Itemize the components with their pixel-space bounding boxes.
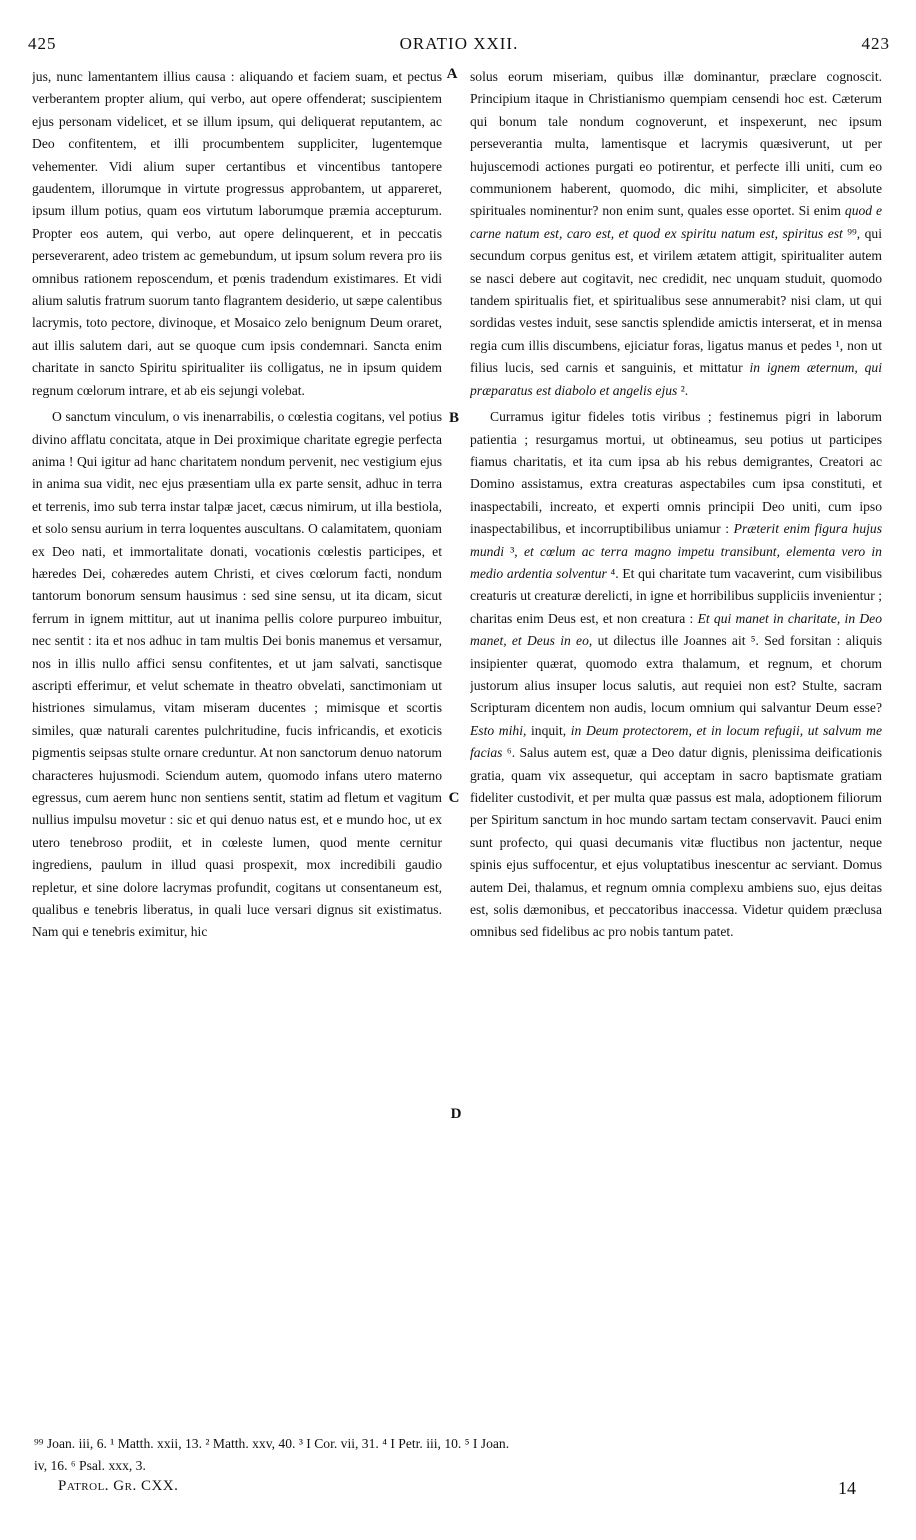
text-run: . Et qui charitate tum vacaverint, cum visibilibus creaturis ut creaturæ derelicti, in igne et horribilibus suppliciis invenientur ; charitas enim Deus est, et non creatura : (470, 565, 882, 626)
footnote-line-1: ⁹⁹ Joan. iii, 6. ¹ Matth. xxii, 13. ² Matth. xxv, 40. ³ I Cor. vii, 31. ⁴ I Petr. iii, 10. ⁵ I Joan. (34, 1436, 510, 1451)
sheet-number: 14 (838, 1478, 856, 1498)
scripture-quote: in ignem æternum, qui præparatus est diabolo et angelis ejus (470, 360, 882, 398)
section-marker-a: A (446, 66, 458, 82)
text-run: solus eorum miseriam, quibus illæ dominantur, præclare cognoscit. Principium itaque in Christianismo quempiam censendi hoc est. Cæterum qui bonum tale nondum cognoverunt, et inspexerunt, nec ipsum perseverantia multa, lamentisque et lacrymis quæsiverunt, ut per hujuscemodi actiones purgati eo potirentur, et perfecte illi uniti, cum eo communionem haberent, quomodo, dic mihi, simpliciter, et absolute spirituales nominentur? non enim sunt, quales esse oportet. Si enim (470, 69, 882, 219)
text-run: . Salus autem est, quæ a Deo datur dignis, plenissima deificationis gratia, quam vix assequetur, qui acceptam in sacro baptismate gratiam fideliter custodivit, et per multa quæ passus est mala, adoptionem filiorum per Spiritum sanctum in hoc mundo sartam tectam conservavit. Pauci enim sunt profecto, qui quasi decumanis vitæ fluctibus non jactentur, neque spinis ejus suffocentur, et ejus voluptatibus inescentur ac serviant. Domus autem Dei, thalamus, et regnum omnia complexu ambiens suo, ejus deitas est, solis dæmonibus, et peccatoribus inaccessa. Videtur quidem præclusa omnibus sed fidelibus ac pro nobis tantum patet. (470, 745, 882, 940)
scripture-quote: Præterit enim figura hujus mundi (470, 521, 882, 559)
text-run: , qui secundum corpus genitus est, et virilem ætatem attigit, spiritualiter autem se nasci debere aut cogitavit, nec credidit, nec unquam studuit, quomodo tandem spiritualis fiet, et spiritualibus sese annumerabit? nisi clam, ut qui sordidas vestes induit, sese sanctis splendide amictis interserat, et in mensa regia cum illis discumbens, ejiciatur foras, ligatus manus et pedes ¹, non ut filius lucis, sed carnis et sanguinis, et mittatur (470, 225, 882, 376)
text-run: , inquit, (522, 722, 571, 738)
right-paragraph-2 (470, 406, 882, 944)
left-paragraph-1: jus, nunc lamentantem illius causa : aliquando et faciem suam, et pectus verberantem propter alium, qui verbo, aut opere offenderat; suscipientem ejus personam videlicet, et se illum ipsum, qui deliquerat reputantem, ac Deo confitentem, et illi procumbentem suppliciter, lugentemque vehementer. Vidi alium super certantibus et vincentibus tantopere gaudentem, illorumque in virtute progressus approbantem, ut appareret, ipsum illum potius, quam eos virtutum laborumque præmia accepturum. Propter eos autem, qui verbo, aut opere delinquerent, et in peccatis perseverarent, adeo tristem ac gemebundum, ut ipsum solum revera pro iis omnibus rationem reposcendum, et pœnis tradendum existimares. Et vidi alium salutis fratrum suorum tanto flagrantem desiderio, ut sæpe calentibus lacrymis, toto pectore, divinoque, et Mosaico zelo benignum Deum oraret, aut illis salutem dari, aut se quoque cum ipsis condemnari. Sancta enim charitate in sancto Spiritu spiritualiter iis colligatus, ne in ipsum quidem regnum cœlorum intrare, et ab eis sejungi volebat. (32, 69, 442, 398)
page-number-right: 423 (861, 34, 890, 53)
footnote-ref: ⁴ (606, 565, 616, 581)
page-number-left: 425 (28, 34, 57, 53)
footnote-ref: ⁶ (502, 745, 512, 761)
page-footer (58, 1478, 856, 1506)
text-run: , ut dilectus ille Joannes ait ⁵. Sed forsitan : aliquis insipienter quærat, quomodo extra thalamum, et regnum, et chorum justorum alius insuper locus salutis, aut requiei non est? Stulte, sacram Scripturam dicentem non audis, locum omnium qui salvantur Deum esse? (470, 633, 882, 716)
section-marker-c: C (448, 790, 460, 806)
footnote-ref: ². (677, 382, 689, 398)
scripture-quote: Et qui manet in charitate, in Deo manet, et Deus in eo (470, 610, 882, 649)
left-paragraph-2: O sanctum vinculum, o vis inenarrabilis, o cœlestia cogitans, vel potius divino afflatu concitata, atque in Dei proximique charitate egregie perfecta anima ! Qui igitur ad hanc charitatem nondum pervenit, nec vestigium ejus in anima sua vidit, nec ejus præsentiam ulla ex parte sensit, adhuc in terra et terrenis, imo sub terra instar talpæ jacet, cæcus nimirum, ut illa bestiola, et solo sensu aurium in terra loquentes auscultans. O calamitatem, quoniam ex Deo nati, et immortalitate donati, vocationis cœlestis participes, et hæredes Dei, cohæredes autem Christi, et cives cœlorum facti, nondum tantorum bonorum sensum hausimus : sed sine sensu, ut ita dicam, sicut ferrum in ignem mittitur, aut ut inanima pellis colore purpureo imbuitur, nec sentit : ita et nos adhuc in tam multis Dei bonis manemus et versamur, nos in illis nullo affici sensu confitentes, et ut jam salvati, sanctisque ascripti efferimur, et velut schemate in theatro obvelati, sanctimoniam ut histriones simulamus, vitam miseram ducentes ; mimisque et scortis similes, quæ naturali carentes pulchritudine, fucis infricandis, et exoticis pigmentis seipsas stulte ornare creduntur. At non sanctorum denuo natorum characteres hujusmodi. Sciendum autem, quomodo infans utero materno egressus, cum aerem hunc non sentiens sentit, statim ad fletum et vagitum nullius impulsu movetur : sic et qui denuo natus est, et e mundo hoc, ut ex utero tenebroso prodiit, et in cœleste lumen, quod mente cernitur ingrediens, paulum in illud quasi prospexit, mox incredibili gaudio repletur, et sine dolore lacrymas profundit, cogitans ut consentaneum est, qualibus e tenebris liberatus, in quali luce versari dignus sit existimatus. Nam qui e tenebris eximitur, hic (32, 409, 442, 940)
section-marker-b: B (448, 410, 459, 426)
collection-signature: Patrol. Gr. CXX. (58, 1478, 179, 1494)
scripture-quote: Esto mihi (470, 722, 523, 738)
section-marker-d: D (450, 1106, 462, 1122)
right-paragraph-1 (470, 66, 882, 402)
scripture-quote: quod e carne natum est, caro est, et quod ex spiritu natum est, spiritus est (470, 203, 882, 241)
left-column (32, 66, 442, 1434)
footnotes (34, 1432, 884, 1477)
footnote-line-2: iv, 16. ⁶ Psal. xxx, 3. (34, 1458, 146, 1473)
oration-title: ORATIO XXII. (399, 34, 519, 53)
running-header (28, 34, 890, 60)
footnote-ref: ³, (503, 543, 524, 559)
scripture-quote: in Deum protectorem, et in locum refugii, ut salvum me facias (470, 722, 882, 761)
right-column (470, 66, 882, 1434)
scripture-quote: et cœlum ac terra magno impetu transibunt, elementa vero in medio ardentia solventur (470, 543, 882, 581)
text-run: Curramus igitur fideles totis viribus ; festinemus pigri in laborum patientia ; resurgamus mortui, ut obtineamus, seu potius ut participes fiamus charitatis, et ita cum ipsa ab his rebus demigrantes, Creatori ac Domino assistamus, extra creaturas aspectabiles cum ipsa constituti, et inaspectabili, increato, et experti omnis principii Deo uniti, cum ipso inaspectabilibus, et incorruptibilibus uniamur : (470, 409, 882, 537)
footnote-ref: ⁹⁹ (842, 225, 857, 241)
